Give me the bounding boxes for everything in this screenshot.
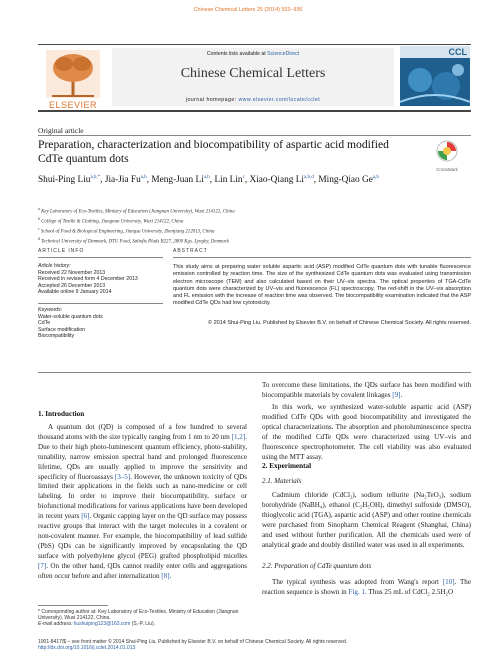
citation-link[interactable]: [3–5] — [114, 472, 131, 481]
history-entry: Received 22 November 2013 — [38, 269, 106, 276]
issn-line: 1001-8417/$ – see front matter © 2014 Shui-Ping Liu. Published by Elsevier B.V. on behalf of Chinese Chemical Society. All rights reserved. — [38, 639, 348, 645]
citation-link[interactable]: [8] — [161, 571, 170, 580]
abstract-rule — [173, 257, 471, 258]
email-link[interactable]: liushuiping123@163.com — [74, 621, 131, 628]
crossmark-badge[interactable] — [422, 140, 472, 172]
article-history — [38, 263, 163, 296]
materials-paragraph: Cadmium chloride (CdCl₂), sodium tellurite (Na₂TeO₃), sodium borohydride (NaBH₄), ethanol (C₂H₅OH), dimethyl sulfoxide (DMSO), thioglycolic acid (TGA), aspartic acid (ASP) and other routine chemicals were purchased from Sinopharm Chemical Reagent (Shanghai, China) and used without further purification. All the chemicals used were of analytical grade and doubly distilled water was used in all experiments. — [262, 491, 471, 549]
cover-label: CCL — [448, 47, 467, 57]
journal-cover — [400, 46, 470, 106]
elsevier-tree-icon — [38, 46, 108, 108]
abstract-bottom-rule — [38, 372, 471, 373]
keyword: Biocompatibility — [38, 333, 75, 339]
article-info-heading: ARTICLE INFO — [38, 248, 85, 254]
author-name: Meng-Juan Li — [151, 175, 204, 186]
affiliation: $^c$ School of Food & Biological Engineering, Jiangsu University, Zhenjiang 212013, China — [38, 226, 215, 235]
header-bottom-rule — [38, 110, 471, 112]
homepage-link[interactable]: www.elsevier.com/locate/cclet — [238, 97, 321, 103]
keyword: CdTe — [38, 320, 51, 326]
cover-art — [400, 58, 470, 106]
sciencedirect-link[interactable]: ScienceDirect — [267, 51, 300, 57]
history-entry: Received in revised form 4 December 2013 — [38, 276, 138, 282]
running-head: Chinese Chemical Letters 25 (2014) 933–936 — [193, 7, 303, 13]
email-label: E-mail address: — [38, 621, 75, 628]
footnote-text: * Corresponding author at: Key Laboratory of Eco-Textiles, Ministry of Education (Jiangnan University), Wuxi 214122, China. — [38, 609, 239, 622]
contents-line — [112, 51, 394, 57]
footnote-rule — [38, 605, 108, 606]
citation-link[interactable]: [6] — [81, 512, 90, 521]
history-label: Article history: — [38, 263, 71, 269]
citation-link[interactable]: [10] — [442, 578, 455, 586]
intro-heading: 1. Introduction — [38, 410, 85, 418]
info-rule — [38, 257, 163, 258]
history-entry: Available online 9 January 2014 — [38, 289, 112, 295]
citation-link[interactable]: [1,2] — [231, 432, 246, 441]
affiliations — [38, 206, 468, 246]
homepage-prefix: journal homepage: — [185, 97, 239, 103]
history-entry: Accepted 26 December 2013 — [38, 282, 106, 289]
author-name: Ming-Qiao Ge — [318, 175, 373, 186]
doi-link[interactable]: http://dx.doi.org/10.1016/j.cclet.2014.01.013 — [38, 645, 136, 652]
citation-link[interactable]: [7] — [38, 561, 47, 570]
article-type: Original article — [38, 126, 84, 135]
keywords-label: Keywords: — [38, 307, 63, 313]
abstract-text: This study aims at preparing water soluble aspartic acid (ASP) modified CdTe quantum dots with tunable fluorescence emission controlled by reaction time. The size of the synthesized CdTe quantum dots was evaluated using transmission electron microscope (TEM) and also calculated based on their UV–vis spectra. The optical properties of TGA-CdTe quantum dots were characterized by UV–vis and fluorescence (FL) spectroscopy. The red-shift in the UV–vis absorption and FL emission with the increase of reaction time was observed. The biocompatibility examination indicated that the ASP modified CdTe QDs had low cytotoxicity. — [173, 264, 471, 307]
author-affil: c — [242, 175, 245, 180]
preparation-heading: 2.2. Preparation of CdTe quantum dots — [262, 562, 372, 570]
affiliation: $^b$ College of Textile & Clothing, Jiangnan University, Wuxi 214122, China — [38, 216, 184, 225]
journal-title: Chinese Chemical Letters — [180, 66, 326, 81]
contents-prefix: Contents lists available at — [206, 51, 268, 57]
corresponding-footnote: * Corresponding author at: Key Laboratory of Eco-Textiles, Ministry of Education (Jiangnan University), Wuxi 214122, China. E-mail address: liushuiping123@163.com (S.-P. Liu). — [38, 609, 247, 628]
affiliation: $^a$ Key Laboratory of Eco-Textiles, Ministry of Education (Jiangnan University), Wuxi 214122, China — [38, 207, 235, 215]
materials-heading: 2.1. Materials — [262, 477, 302, 485]
abstract-copyright: © 2014 Shui-Ping Liu. Published by Elsevier B.V. on behalf of Chinese Chemical Society. All rights reserved. — [207, 320, 471, 326]
right-paragraph-2: In this work, we synthesized water-soluble aspartic acid (ASP) modified CdTe QDs with good biocompatibility and investigated the optical characterizations. The absorption and photoluminescence spectra of the modified CdTe QDs were characterized using UV–vis and fluorescence spectrophotometer. The cell viability was also evaluated using the MTT assay. — [262, 403, 471, 461]
header-top-rule — [38, 44, 471, 45]
author-affil: a,b,* — [90, 175, 101, 180]
publisher-wordmark: ELSEVIER — [48, 100, 98, 110]
crossmark-label: CrossMark — [436, 167, 458, 172]
author-name: Lin Lin — [214, 175, 243, 186]
keyword: Surface modification — [38, 326, 85, 333]
author-name: Jia-Jia Fu — [104, 175, 141, 186]
author-affil: a,b,d — [303, 175, 314, 180]
author-list: Shui-Ping Liu$^{a,b,*}$, Jia-Jia Fu$^{a,b}$, Meng-Juan Li$^{a,b}$, Lin Lin$^c$, Xiao-Qiang Li$^{a,b,d}$, Ming-Qiao Ge$^{a,b}$ — [38, 175, 379, 186]
citation-link[interactable]: [9] — [392, 390, 401, 399]
abstract-heading: ABSTRACT — [173, 248, 208, 254]
author-affil: a,b — [372, 175, 379, 180]
figure-link[interactable]: Fig. 1 — [348, 587, 366, 596]
intro-paragraph: A quantum dot (QD) is composed of a few hundred to several thousand atoms with the size typically ranging from 1 nm to 20 nm [1,2]. Due to their high photo-luminescent quantum efficiency, photo-stability, tunability, narrow emission spectral band and prolonged fluorescence lifetime, QDs are usually applied to improve the sensitivity and specificity of fluoroassays [3–5]. However, the unknown toxicity of QDs limited their applications in the fields such as nano-medicine or cell labeling. In order to improve their biocompatibility, surface or biofunctional modifications for various applications have been developed in recent years [6]. Organic capping layer on the QD surface may possess reactive groups that interact with the target molecules in a covalent or non-covalent manner. For example, the biocompatibility of lead sulfide (PbS) QDs can be significantly improved by encapsulating the QD surface with polyethylene glycol (PEG) grafted phospholipid micelles [7]. On the other hand, QDs cannot readily enter cells and aggregations often occur before and after internalization [8]. — [38, 423, 247, 580]
preparation-paragraph: The typical synthesis was adopted from Wang's report [10]. The reaction sequence is shown in Fig. 1. Thus 25 mL of CdCl₂ 2.5H₂O — [262, 578, 471, 596]
journal-homepage — [112, 97, 394, 103]
page-bottom — [38, 639, 471, 651]
affiliation: $^d$ Technical University of Denmark, DTU Food, Søltofts Plads B227, 2800 Kgs. Lyngby, Denmark — [38, 236, 229, 245]
keyword: Water-soluble quantum dots — [38, 313, 103, 320]
article-type-rule — [38, 135, 471, 136]
author-name: Shui-Ping Liu — [38, 175, 91, 186]
keywords-rule — [38, 303, 163, 304]
author-affil: a,b — [140, 175, 147, 180]
author-name: Xiao-Qiang Li — [249, 175, 304, 186]
crossmark-icon — [436, 140, 458, 162]
author-affil: a,b — [203, 175, 210, 180]
right-paragraph-1: To overcome these limitations, the QDs surface has been modified with biocompatible materials by covalent linkages [9]. — [262, 381, 471, 399]
article-title: Preparation, characterization and biocompatibility of aspartic acid modified CdTe quantum dots — [38, 138, 389, 165]
keywords — [38, 307, 163, 340]
experimental-heading: 2. Experimental — [262, 462, 312, 470]
